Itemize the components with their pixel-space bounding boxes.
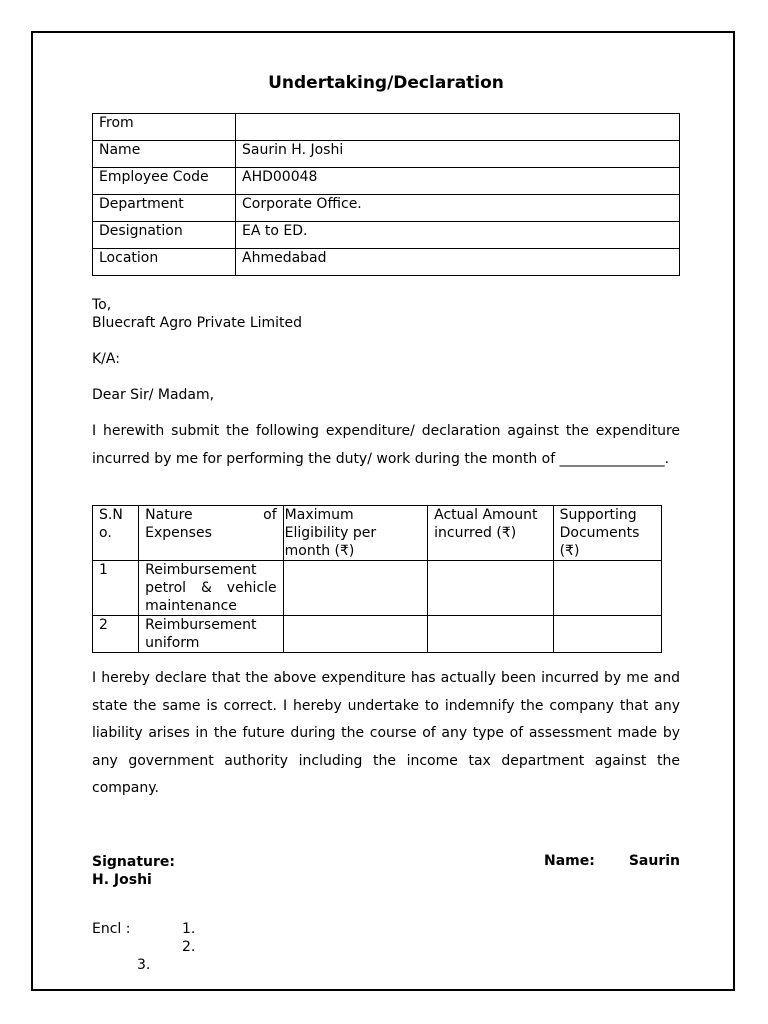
cell-actual <box>428 616 553 653</box>
to-line: To, <box>92 297 112 313</box>
table-header-row <box>93 506 662 561</box>
header-supporting-docs: Supporting Documents (₹) <box>553 506 661 561</box>
enclosure-label: Encl : <box>92 921 131 937</box>
ka-line: K/A: <box>92 351 120 367</box>
header-sno: S.N o. <box>93 506 139 561</box>
expense-table <box>92 505 662 653</box>
info-label: From <box>93 114 236 141</box>
info-label: Designation <box>93 222 236 249</box>
table-row <box>93 141 680 168</box>
recipient-block <box>92 296 302 332</box>
cell-max <box>283 616 428 653</box>
info-value: Corporate Office. <box>236 195 680 222</box>
info-value <box>236 114 680 141</box>
enclosure-item: 1. <box>182 921 196 937</box>
salutation: Dear Sir/ Madam, <box>92 387 215 403</box>
enclosure-item: 2. <box>182 939 196 955</box>
table-row <box>93 114 680 141</box>
intro-paragraph: I herewith submit the following expenditure/ declaration against the expenditure incurred by me for performing the duty/ work during the month of _______________. <box>92 423 680 467</box>
cell-sno: 1 <box>93 561 139 616</box>
table-row <box>93 616 662 653</box>
info-value: Saurin H. Joshi <box>236 141 680 168</box>
info-value: Ahmedabad <box>236 249 680 276</box>
info-label: Name <box>93 141 236 168</box>
cell-nature: Reimbursement petrol & vehicle maintenance <box>139 561 284 616</box>
header-actual-amount: Actual Amount incurred (₹) <box>428 506 553 561</box>
cell-sno: 2 <box>93 616 139 653</box>
table-row <box>93 561 662 616</box>
cell-actual <box>428 561 553 616</box>
info-value: EA to ED. <box>236 222 680 249</box>
info-label: Location <box>93 249 236 276</box>
cell-nature: Reimbursement uniform <box>139 616 284 653</box>
company-name: Bluecraft Agro Private Limited <box>92 315 303 331</box>
table-row <box>93 168 680 195</box>
header-nature: Nature of Expenses <box>139 506 284 561</box>
signature-label: Signature: <box>92 854 175 870</box>
info-value: AHD00048 <box>236 168 680 195</box>
header-max-eligibility: Maximum Eligibility per month (₹) <box>283 506 428 561</box>
info-label: Department <box>93 195 236 222</box>
declaration-paragraph: I hereby declare that the above expenditure has actually been incurred by me and state the same is correct. I hereby undertake to indemnify the company that any liability arises in the future during the course of any type of assessment made by any government authority including the income tax department against the company. <box>92 670 680 796</box>
cell-docs <box>553 561 661 616</box>
table-row <box>93 222 680 249</box>
cell-docs <box>553 616 661 653</box>
table-row <box>93 195 680 222</box>
signature-name: H. Joshi <box>92 872 152 888</box>
document-title: Undertaking/Declaration <box>268 73 504 93</box>
employee-info-table <box>92 113 680 276</box>
enclosure-item: 3. <box>137 957 151 973</box>
table-row <box>93 249 680 276</box>
cell-max <box>283 561 428 616</box>
signature-block <box>92 853 175 889</box>
name-value: Saurin <box>628 853 680 869</box>
document-page <box>31 31 735 991</box>
name-label: Name: <box>544 853 595 869</box>
info-label: Employee Code <box>93 168 236 195</box>
